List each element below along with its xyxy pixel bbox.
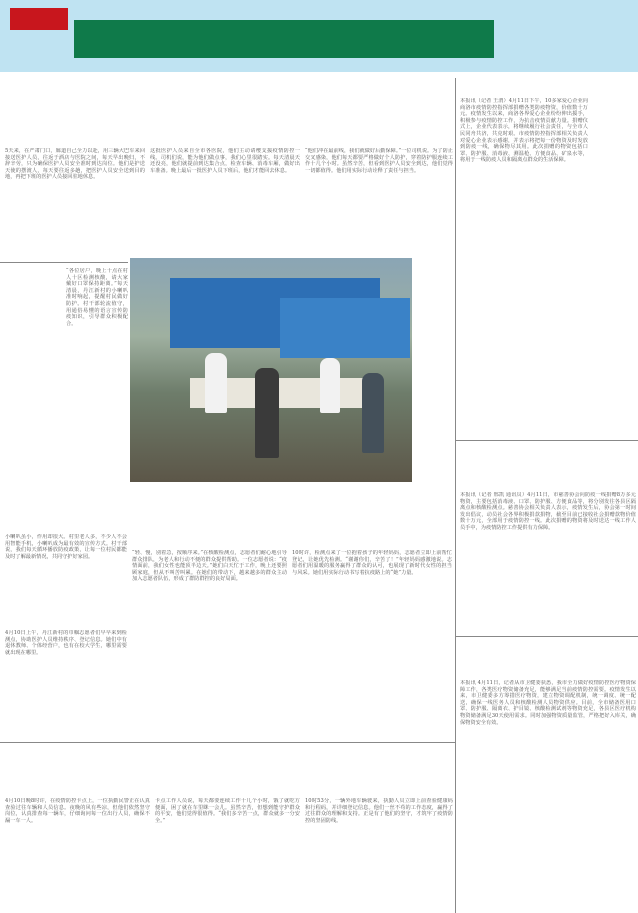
rule-right-1 (456, 440, 638, 441)
body-text-duty-3: 10时53分，一辆外地车辆驶来，执勤人员立即上前查验健康码和行程码，并详细登记信息。他们一丝不苟的工作态度，赢得了过往群众的理解和支持。正是有了他们的坚守，才筑牢了疫情防控的坚固防线。 (305, 798, 453, 824)
body-text-she-3: 10时许，检测点来了一位抱着孩子的年轻妈妈，志愿者立即上前帮忙登记，让她优先检测。“谢谢你们，辛苦了！”年轻妈妈感激地说。志愿者们用温暖的服务赢得了群众的认可，也展现了新时代女性的担当与风采。她们用实际行动书写着抗疫路上的“她”力量。 (292, 550, 452, 576)
photo-resident-2 (362, 373, 384, 453)
body-text-loudspeaker: “各位居户，晚上十点在村人十区检测核酸，请大家戴好口罩保持距离。”每天清晨，丹江新村的小喇叭准时响起，提醒村民做好防护。村干部轮流值守，用通俗易懂的语言宣传防疫知识，引导群众积极配合。 (66, 268, 128, 327)
body-text-duty-2: 卡点工作人员说，每天都要连续工作十几个小时，饿了就吃方便面，困了就在车里眯一会儿。虽然辛苦，但想到能守护群众的平安，他们觉得很值得。“我们多辛苦一点，群众就多一分安全。” (155, 798, 300, 824)
slogan-banner (74, 20, 494, 58)
column-divider (455, 78, 456, 913)
photo-tent-2 (280, 298, 410, 358)
body-text-charity: 本报讯（记者 邢凯 通讯员）4月11日，市慈善协会向防疫一线捐赠8万多元物资，主要包括消毒液、口罩、防护服、方便食品等，将分别发往各县区隔离点和核酸检测点。慈善协会相关负责人表示，疫情发生后，协会第一时间发出倡议，动员社会各界积极捐款捐物，截至目前已接收社会捐赠款物价值数十万元，全部用于疫情防控一线。此次捐赠的物资将及时送达一线工作人员手中，为疫情防控工作提供有力保障。 (460, 492, 636, 531)
photo-resident (255, 368, 279, 458)
body-text-donations-2 (460, 180, 588, 434)
photo-worker-2 (320, 358, 340, 413)
masthead (0, 0, 638, 72)
body-text-she-1: 4月10日上午，丹江新村的巾帼志愿者们早早来到检测点，协助医护人员维持秩序、登记信息。她们中有退休教师、个体经营户，也有在校大学生，哪里需要就出现在哪里。 (5, 630, 127, 656)
newspaper-logo (10, 8, 68, 30)
news-photo (130, 258, 412, 482)
body-text-donations: 本报讯（记者 王渭）4月11日下午，10多家爱心企业向商洛市疫情防控指挥部捐赠各类防疫物资，价值数十万元。疫情发生以来，商洛各界爱心企业纷纷伸出援手，积极参与疫情防控工作，为抗击疫情贡献力量。捐赠仪式上，企业代表表示，将继续履行社会责任，与全市人民同舟共济，共克时艰。市疫情防控指挥部相关负责人对爱心企业表示感谢，并表示将把每一份物资及时发放到防疫一线，确保物尽其用。此次捐赠的物资包括口罩、防护服、消毒液、测温枪、方便食品、矿泉水等，将用于一线防疫人员和隔离点群众的生活保障。 (460, 98, 588, 164)
rule-left-1 (0, 262, 128, 263)
body-text-angels-2: 这批医护人员来自全市各医院，他们主动请缨支援疫情防控一线。司机们说，能为他们做点事，我们心里很踏实。每天清晨天还没亮，他们就提前到达集合点，检查车辆、消毒车厢，做好出车准备。晚上最后一批医护人员下班后，他们才能回去休息。 (150, 148, 300, 174)
body-text-medical: 本报讯 4月11日，记者从市卫健委获悉，我市全力做好疫情防控医疗物资保障工作，各类医疗物资储备充足，能够满足当前疫情防控需要。疫情发生以来，市卫健委多方筹措医疗物资，建立物资调配机制，统一调度、统一配送，确保一线医务人员和核酸检测人员物资供应。目前，全市储备医用口罩、防护服、隔离衣、护目镜、核酸检测试剂等物资充足，各县区医疗机构物资储备满足30天使用需求。同时加强物资质量监管，严格把好入库关，确保物资安全有效。 (460, 680, 636, 726)
body-text-duty-1: 4月10日晚8时许，在疫情防控卡点上，一位执勤民警正在认真查验过往车辆和人员信息。夜晚的风有些凉，但他们依然坚守岗位，认真排查每一辆车，仔细询问每一位出行人员，确保不漏一车一人。 (5, 798, 150, 824)
body-text-loudspeaker-2: 小喇叭虽小，作用却很大。村里老人多，不少人不会用智能手机，小喇叭成为最有效的宣传方式。村干部说，我们每天循环播放防疫政策，让每一位村民都能及时了解最新情况，共同守护好家园。 (5, 534, 127, 560)
body-text-angels-3: “他们冲在最前线，我们就做好后勤保障。”一位司机说。为了防止交叉感染，他们每天都要严格做好个人防护，穿着防护服连续工作十几个小时。虽然辛苦，但看到医护人员安全到达，他们觉得一切都值得。他们用实际行动诠释了责任与担当。 (305, 148, 453, 174)
body-text-she-2: “轻、慢，别着急，按顺序来。”在核酸检测点，志愿者们耐心地引导群众排队，为老人和行动不便的群众提供帮助。一位志愿者说：“疫情面前，我们女性也能顶半边天。”她们白天忙于工作，晚上还要照顾家庭，但从不叫苦叫累。在她们的带动下，越来越多的群众主动加入志愿者队伍，形成了群防群控的良好局面。 (132, 550, 287, 583)
photo-worker (205, 353, 227, 413)
rule-bottom (0, 742, 455, 743)
body-text-angels-1: 5天来，在严肃门口，廊道自己全力以赴，用三辆大巴车来回接送医护人员，往返于酒店与医院之间，每天早出晚归，不辞辛劳，只为确保医护人员安全准时到达岗位。他们是护送天使的摆渡人，每天要往返多趟，把医护人员安全送到目的地，再把下班的医护人员接回驻地休息。 (5, 148, 145, 181)
rule-right-2 (456, 636, 638, 637)
